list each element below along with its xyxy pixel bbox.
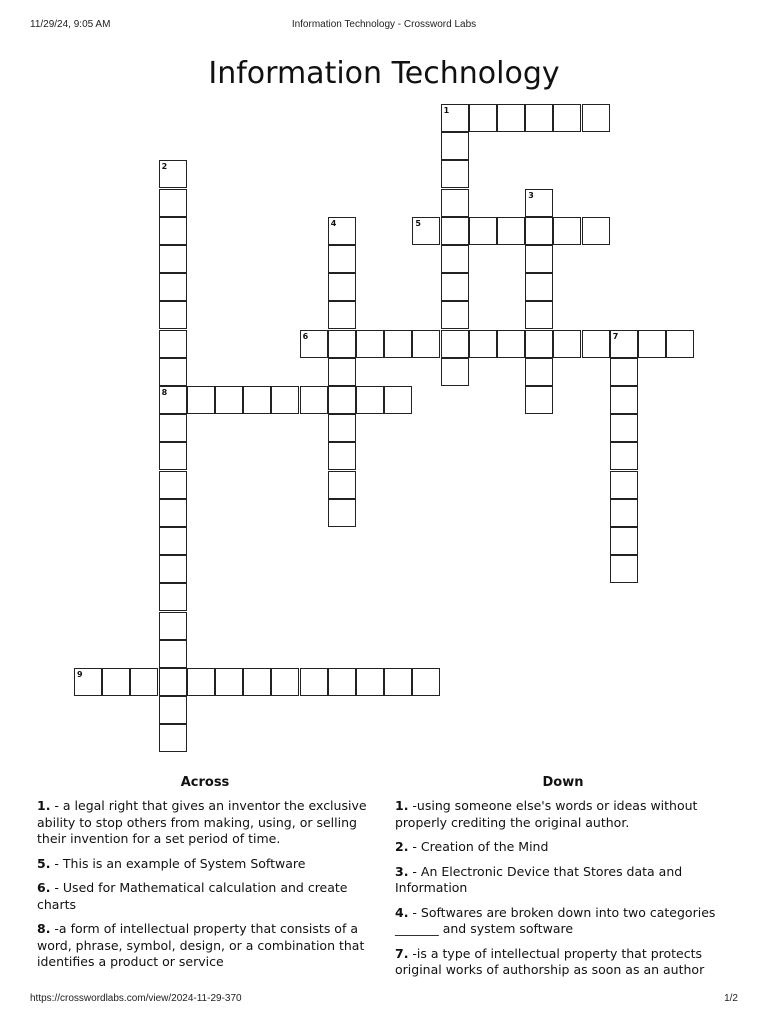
grid-cell[interactable] xyxy=(525,273,553,301)
grid-cell[interactable] xyxy=(553,330,581,358)
grid-cell[interactable] xyxy=(159,527,187,555)
clue-number-label: 8 xyxy=(161,388,168,397)
grid-cell[interactable] xyxy=(441,358,469,386)
print-site-title: Information Technology - Crossword Labs xyxy=(291,19,477,30)
grid-cell[interactable] xyxy=(610,358,638,386)
grid-cell[interactable] xyxy=(356,386,384,414)
grid-cell[interactable] xyxy=(610,527,638,555)
clue-number: 4. xyxy=(395,904,409,920)
grid-cell[interactable] xyxy=(412,330,440,358)
clue-number-label: 4 xyxy=(330,218,337,228)
grid-cell[interactable] xyxy=(525,330,553,358)
grid-cell[interactable] xyxy=(582,217,610,245)
grid-cell[interactable] xyxy=(328,358,356,386)
grid-cell[interactable] xyxy=(356,668,384,696)
grid-cell[interactable] xyxy=(525,245,553,273)
grid-cell[interactable] xyxy=(271,668,299,696)
grid-cell[interactable] xyxy=(582,104,610,132)
grid-cell[interactable] xyxy=(441,104,469,132)
grid-cell[interactable] xyxy=(553,217,581,245)
clue-text: - a legal right that gives an inventor the exclusive ability to stop others from making, using, or selling their invention for a set period of time. xyxy=(37,798,367,846)
grid-cell[interactable] xyxy=(469,330,497,358)
grid-cell[interactable] xyxy=(215,668,243,696)
clue-text: -a form of intellectual property that consists of a word, phrase, symbol, design, or a combination that identifies a product or service xyxy=(37,921,365,969)
grid-cell[interactable] xyxy=(328,273,356,301)
grid-cell[interactable] xyxy=(159,583,187,611)
print-url: https://crosswordlabs.com/view/2024-11-29-370 xyxy=(30,993,242,1004)
grid-cell[interactable] xyxy=(497,330,525,358)
grid-cell[interactable] xyxy=(610,330,638,358)
grid-cell[interactable] xyxy=(525,386,553,414)
grid-cell[interactable] xyxy=(582,330,610,358)
grid-cell[interactable] xyxy=(130,668,158,696)
clue-down xyxy=(395,946,731,979)
grid-cell[interactable] xyxy=(243,386,271,414)
clue-across xyxy=(37,798,373,848)
grid-cell[interactable] xyxy=(215,386,243,414)
clue-number-label: 2 xyxy=(161,162,168,172)
grid-cell[interactable] xyxy=(187,668,215,696)
grid-cell[interactable] xyxy=(159,555,187,583)
clue-number: 1. xyxy=(395,798,409,813)
grid-cell[interactable] xyxy=(243,668,271,696)
clue-number-label: 7 xyxy=(612,331,619,341)
grid-cell[interactable] xyxy=(525,189,553,217)
grid-cell[interactable] xyxy=(74,668,102,696)
grid-cell[interactable] xyxy=(328,386,356,414)
clue-number: 2. xyxy=(395,839,409,854)
grid-cell[interactable] xyxy=(525,217,553,245)
grid-cell[interactable] xyxy=(412,668,440,696)
clue-number-label: 1 xyxy=(443,106,450,115)
grid-cell[interactable] xyxy=(497,217,525,245)
print-page-number: 1/2 xyxy=(724,993,738,1004)
grid-cell[interactable] xyxy=(159,612,187,640)
clue-down xyxy=(395,798,731,831)
grid-cell[interactable] xyxy=(159,668,187,696)
clue-down xyxy=(395,864,731,897)
grid-cell[interactable] xyxy=(441,330,469,358)
grid-cell[interactable] xyxy=(159,189,187,217)
clue-number: 3. xyxy=(395,863,409,879)
clue-number: 1. xyxy=(37,798,51,813)
grid-cell[interactable] xyxy=(300,386,328,414)
grid-cell[interactable] xyxy=(525,104,553,132)
clue-down xyxy=(395,839,731,856)
grid-cell[interactable] xyxy=(328,499,356,527)
clue-number: 8. xyxy=(37,921,51,936)
clue-across xyxy=(37,880,373,913)
grid-cell[interactable] xyxy=(328,442,356,470)
grid-cell[interactable] xyxy=(384,386,412,414)
grid-cell[interactable] xyxy=(328,245,356,273)
grid-cell[interactable] xyxy=(159,499,187,527)
grid-cell[interactable] xyxy=(441,245,469,273)
grid-cell[interactable] xyxy=(159,330,187,358)
clue-text: - This is an example of System Software xyxy=(50,855,306,871)
grid-cell[interactable] xyxy=(159,696,187,724)
grid-cell[interactable] xyxy=(610,555,638,583)
grid-cell[interactable] xyxy=(384,330,412,358)
grid-cell[interactable] xyxy=(610,471,638,499)
grid-cell[interactable] xyxy=(610,499,638,527)
clue-number-label: 5 xyxy=(415,218,421,228)
clue-number: 5. xyxy=(37,855,51,871)
clue-text: - Used for Mathematical calculation and create charts xyxy=(37,880,348,912)
grid-cell[interactable] xyxy=(469,104,497,132)
grid-cell[interactable] xyxy=(328,471,356,499)
clue-text: - An Electronic Device that Stores data and Information xyxy=(395,863,683,895)
grid-cell[interactable] xyxy=(159,442,187,470)
grid-cell[interactable] xyxy=(159,724,187,752)
grid-cell[interactable] xyxy=(610,414,638,442)
down-heading: Down xyxy=(542,775,584,790)
grid-cell[interactable] xyxy=(328,330,356,358)
grid-cell[interactable] xyxy=(159,217,187,245)
grid-cell[interactable] xyxy=(187,386,215,414)
grid-cell[interactable] xyxy=(469,217,497,245)
grid-cell[interactable] xyxy=(159,386,187,414)
clue-number-label: 3 xyxy=(528,190,534,200)
grid-cell[interactable] xyxy=(666,330,694,358)
grid-cell[interactable] xyxy=(553,104,581,132)
grid-cell[interactable] xyxy=(328,217,356,245)
clue-text: -using someone else's words or ideas without properly crediting the original author. xyxy=(395,798,698,830)
grid-cell[interactable] xyxy=(159,358,187,386)
clue-number-label: 9 xyxy=(77,670,83,679)
across-clues xyxy=(37,775,373,979)
grid-cell[interactable] xyxy=(441,160,469,188)
grid-cell[interactable] xyxy=(525,358,553,386)
grid-cell[interactable] xyxy=(610,442,638,470)
grid-cell[interactable] xyxy=(441,273,469,301)
grid-cell[interactable] xyxy=(159,640,187,668)
grid-cell[interactable] xyxy=(102,668,130,696)
grid-cell[interactable] xyxy=(159,301,187,329)
grid-cell[interactable] xyxy=(300,668,328,696)
grid-cell[interactable] xyxy=(441,217,469,245)
clue-text: - Softwares are broken down into two categories _______ and system software xyxy=(395,904,716,936)
grid-cell[interactable] xyxy=(328,668,356,696)
grid-cell[interactable] xyxy=(497,104,525,132)
print-datetime: 11/29/24, 9:05 AM xyxy=(30,19,111,30)
grid-cell[interactable] xyxy=(328,301,356,329)
across-heading: Across xyxy=(180,775,230,790)
clue-number: 7. xyxy=(395,945,409,961)
clue-text: - Creation of the Mind xyxy=(408,839,549,854)
grid-cell[interactable] xyxy=(159,160,187,188)
grid-cell[interactable] xyxy=(271,386,299,414)
clue-text: -is a type of intellectual property that protects original works of authorship as soon as an author xyxy=(395,945,705,977)
clue-across xyxy=(37,921,373,971)
grid-cell[interactable] xyxy=(441,301,469,329)
grid-cell[interactable] xyxy=(384,668,412,696)
clue-across xyxy=(37,856,373,873)
grid-cell[interactable] xyxy=(525,301,553,329)
grid-cell[interactable] xyxy=(328,414,356,442)
grid-cell[interactable] xyxy=(638,330,666,358)
clue-number: 6. xyxy=(37,880,51,895)
grid-cell[interactable] xyxy=(300,330,328,358)
grid-cell[interactable] xyxy=(159,273,187,301)
grid-cell[interactable] xyxy=(441,132,469,160)
grid-cell[interactable] xyxy=(159,414,187,442)
down-clues xyxy=(395,775,731,987)
clue-number-label: 6 xyxy=(302,331,309,341)
grid-cell[interactable] xyxy=(159,471,187,499)
grid-cell[interactable] xyxy=(159,245,187,273)
grid-cell[interactable] xyxy=(441,189,469,217)
grid-cell[interactable] xyxy=(356,330,384,358)
grid-cell[interactable] xyxy=(610,386,638,414)
puzzle-title: Information Technology xyxy=(208,56,560,92)
grid-cell[interactable] xyxy=(412,217,440,245)
clue-down xyxy=(395,905,731,938)
